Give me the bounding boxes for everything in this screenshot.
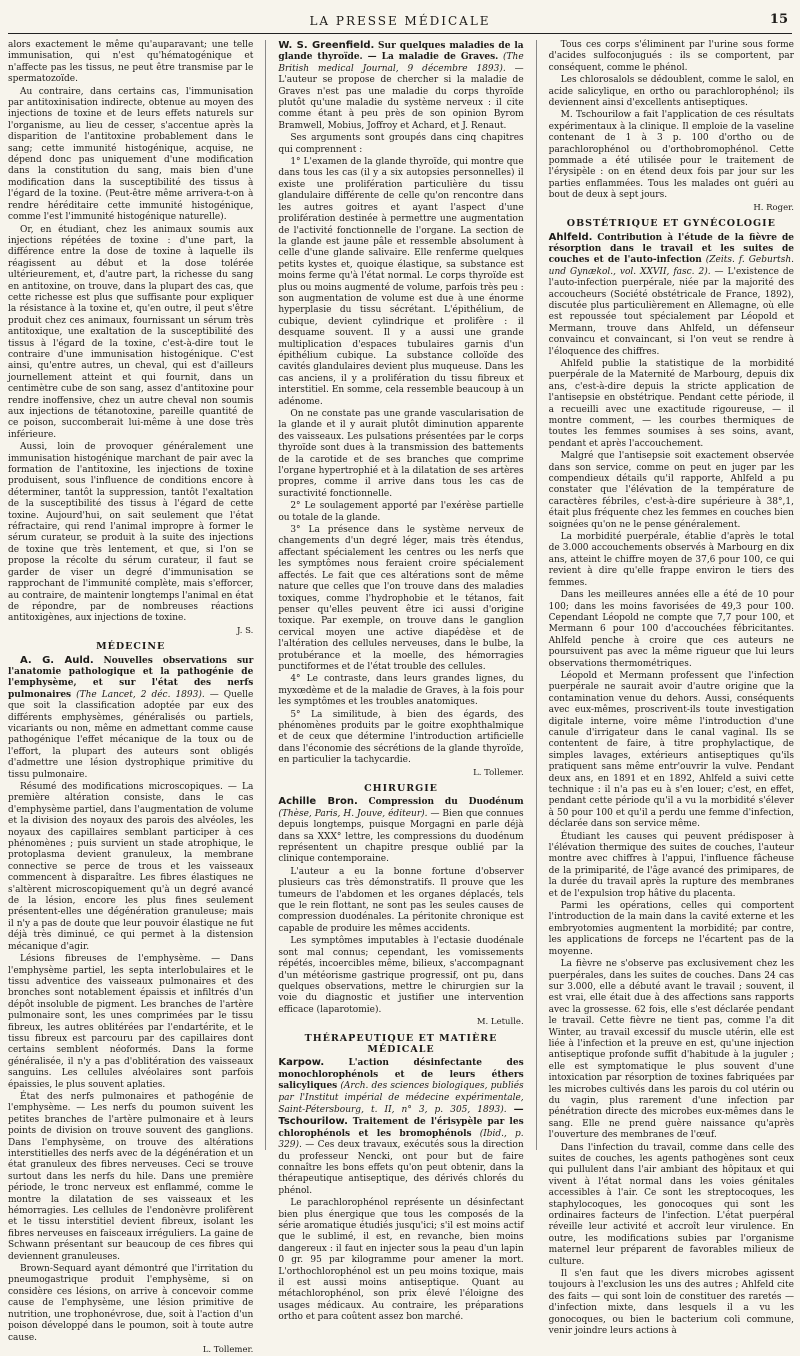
- paragraph: Or, en étudiant, chez les animaux soumis aux injections répétées de toxine : d'une part, la différence entre la dose de toxine à laquelle ils réagissent au début et la dose tolérée ultérieurement, et, d'autre part, la richesse du sang en antitoxine, on trouve, dans la plupart des cas, que cette richesse est plus que suffisante pour expliquer la résistance à la toxine et, qu'en outre, il peut s'être produit chez ces animaux, fournissant un sérum très antitoxique, une exaltation de la susceptibilité des tissus à l'égard de la toxine, c'est-à-dire tout le contraire d'une immunisation histogénique. C'est ainsi, qu'entre autres, un cheval, qui est d'ailleurs journellement atteint et qui fournit, dans un centimètre cube de son sang, assez d'antitoxine pour rendre inoffensive, chez un autre cheval non soumis aux injections de tétanotoxine, pareille quantité de ce poison, succomberait lui-même à une dose très inférieure.: [8, 224, 254, 440]
- paragraph: Tous ces corps s'éliminent par l'urine sous forme d'acides sulfoconjugués : ils se comportent, par conséquent, comme le phénol.: [548, 40, 794, 73]
- article-text: — L'existence de l'auto-infection puerpérale, niée par la majorité des accoucheurs (Société obstétricale de France, 1892), discutée plus particulièrement en Allemagne, où elle est repoussée tout spécialement par Léopold et Mermann, trouve dans Ahlfeld, un défenseur convaincu et convaincant, si l'on veut se rendre à l'éloquence des chiffres.: [548, 266, 794, 357]
- paragraph: Étudiant les causes qui peuvent prédisposer à l'élévation thermique des suites de couches, l'auteur montre avec chiffres à l'appui, l'influence fâcheuse de la primiparité, de l'âge avancé des primipares, de la durée du travail après la rupture des membranes et de l'expulsion trop hâtive du placenta.: [548, 831, 794, 899]
- article: [8, 655, 253, 781]
- paragraph: État des nerfs pulmonaires et pathogénie de l'emphysème. — Les nerfs du poumon suivent les petites branches de l'artère pulmonaire et à leurs points de division on trouve souvent des ganglions. Dans l'emphysème, on trouve des altérations interstitielles des nerfs avec de la dégénération et un état granuleux des fibres nerveuses. Ceci se trouve surtout dans les nerfs du hile. Dans une première période, le tronc nerveux est enflammé, comme le montre la dilatation de ses vaisseaux et les hémorragies. Les cellules de l'endonèvre prolifèrent et le tissu interstitiel devient fibreux, isolant les fibres nerveuses en faisceaux irréguliers. La gaine de Schwann présentant sur beaucoup de ces fibres qui deviennent granuleuses.: [8, 1091, 254, 1262]
- paragraph: Léopold et Mermann professent que l'infection puerpérale ne saurait avoir d'autre origine que la contamination venue du dehors. Aussi, conséquents avec eux-mêmes, proscrivent-ils toute investigation digitale interne, voire même l'introduction d'une canule d'irrigateur dans le canal vaginal. Ils se contentent de faire, à titre prophylactique, de simples lavages, extérieurs antiseptiques qu'ils pratiquent sans même entr'ouvrir la vulve. Pendant deux ans, en 1891 et en 1892, Ahlfeld a suivi cette technique : il n'a pas eu à s'en louer; c'est, en effet, pendant cette période qu'il a vu la morbidité s'élever à 50 pour 100 et qu'il a perdu une femme d'infection, déclarée dans son service même.: [548, 670, 794, 830]
- paragraph: Les symptômes imputables à l'ectasie duodénale sont mal connus; cependant, les vomissements répétés, incoercibles même, bilieux, s'accompagnant d'un météorisme gastrique progressif, ont pu, dans quelques observations, mettre le chirurgien sur la voie du diagnostic et justifier une intervention efficace (laparotomie).: [278, 936, 524, 1015]
- paragraph: On ne constate pas une grande vascularisation de la glande et il y aurait plutôt diminution apparente des vaisseaux. Les pulsations présentées par le corps thyroïde sont dues à la transmission des battements de la carotide et de ses branches que comprime l'organe hypertrophié et à la dilatation de ses artères propres, comme il arrive dans tous les cas de suractivité fonctionnelle.: [278, 409, 524, 499]
- article-title: Sur quelques maladies de la glande thyroïde. — La maladie de Graves.: [278, 41, 524, 63]
- paragraph: 4° Le contraste, dans leurs grandes lignes, du myxœdème et de la maladie de Graves, à la fois pour les symptômes et les troubles anatomiques.: [278, 674, 524, 708]
- signature: H. Roger.: [753, 202, 794, 213]
- paragraph: alors exactement le même qu'auparavant; une telle immunisation, qui n'est qu'hématogénique et n'affecte pas les tissus, ne peut être transmise par le spermatozoïde.: [8, 40, 254, 85]
- article-reference: (The Lancet, 2 déc. 1893).: [76, 689, 205, 700]
- paragraph: Dans l'infection du travail, comme dans celle des suites de couches, les agents pathogènes sont ceux qui pullulent dans l'air ambiant des hôpitaux et qui vivent à l'état normal dans les voies génitales accessibles à l'air. Ce sont les streptocoques, les staphylocoques, les gonocoques qui sont les ordinaires facteurs de l'infection. L'état puerpéral réveille leur activité et accroît leur virulence. En outre, les modifications subies par l'organisme maternel leur préparent de favorables milieux de culture.: [548, 1142, 794, 1267]
- article-reference: (Arch. des sciences biologiques, publiés par l'Institut impérial de médecine expérimentale, Saint-Pétersbourg, t. II, n° 3, p. 305, 1893).: [278, 1081, 524, 1115]
- article-title: Compression du Duodénum: [368, 797, 524, 808]
- article-author: Ahlfeld.: [548, 231, 593, 243]
- paragraph: Lésions fibreuses de l'emphysème. — Dans l'emphysème partiel, les septa interlobulaires et le tissu adventice des vaisseaux pulmonaires et des bronches sont notablement épaissis et infiltrés d'un dépôt insoluble de pigment. Les branches de l'artère pulmonaire sont, les unes comprimées par le tissu fibreux, les autres oblitérées par l'endartérite, et le tissu fibreux est parcouru par des capillaires dont certains semblent néoformés. Dans la forme généralisée, il n'y a pas d'oblitération des vaisseaux sanguins. Les cellules alvéolaires sont parfois épaissies, le plus souvent aplaties.: [8, 954, 254, 1090]
- paragraph: La fièvre ne s'observe pas exclusivement chez les puerpérales, dans les suites de couches. Dans 24 cas sur 3.000, elle a débuté avant le travail ; souvent, il est vrai, elle était due à des affections sans rapports avec la grossesse. 62 fois, elle s'est déclarée pendant le travail. Cette fièvre ne tient pas, comme l'a dit Winter, au travail excessif du muscle utérin, elle est liée à l'infection et la preuve en est, qu'une injection antiseptique profonde suffit d'habitude à la juguler ; elle est symptomatique le plus souvent d'une intoxication par résorption de toxines fabriquées par les microbes cultivés dans les parois du col utérin ou du vagin, plus rarement d'une infection par pénétration directe des microbes eux-mêmes dans le sang. Elle ne prend guère naissance qu'après l'ouverture des membranes de l'œuf.: [548, 959, 794, 1141]
- paragraph: Il s'en faut que les divers microbes agissent toujours à l'exclusion les uns des autres ; Ahlfeld cite des faits — qui sont loin de constituer des raretés — d'infection mixte, dans lesquels il a vu les gonocoques, ou bien le bacterium coli commune, venir joindre leurs actions à: [548, 1269, 794, 1337]
- paragraph: Dans les meilleures années elle a été de 10 pour 100; dans les moins favorisées de 49,3 pour 100. Cependant Léopold ne compte que 7,7 pour 100, et Mermann 6 pour 100 d'accouchées fébricitantes. Ahlfeld penche à croire que ces auteurs ne poursuivent pas avec la même rigueur que lui leurs observations thermométriques.: [548, 590, 794, 669]
- article-author: Karpow.: [278, 1057, 325, 1069]
- column-2: [265, 40, 524, 1323]
- paragraph: 3° La présence dans le système nerveux de changements d'un degré léger, mais très étendus, affectant spécialement les centres ou les nerfs que les symptômes nous feraient croire spécialement affectés. Le fait que ces altérations sont de même nature que celles que l'on trouve dans des maladies toxiques, comme l'hydrophobie et le tétanos, fait penser qu'elles peuvent être ici aussi d'origine toxique. Par exemple, on trouve dans le ganglion cervical moyen une active diapédèse et de l'altération des cellules nerveuses, dans le bulbe, la protubérance et la moelle, des hémorragies punctiformes et de l'état trouble des cellules.: [278, 525, 524, 672]
- article-title: L'action désinfectante des monochlorophénols et de leurs éthers salicyliques: [278, 1058, 524, 1092]
- section-heading: CHIRURGIE: [364, 783, 438, 794]
- running-title: LA PRESSE MÉDICALE: [309, 14, 491, 28]
- paragraph: Brown-Sequard ayant démontré que l'irritation du pneumogastrique produit l'emphysème, si on considère ces lésions, on arrive à concevoir comme cause de l'emphysème, une lésion primitive de nutrition, une trophonévrose, due, soit à l'action d'un poison développé dans le poumon, soit à toute autre cause.: [8, 1264, 254, 1343]
- paragraph: Les chlorosalols se dédoublent, comme le salol, en acide salicylique, en ortho ou parachlorophénol; ils deviennent ainsi d'excellents antiseptiques.: [548, 75, 794, 109]
- article-reference: (The British medical Journal, 9 décembre 1893).: [278, 52, 524, 74]
- article-title: Traitement de l'érisypèle par les chlorophénols et les bromophénols: [278, 1117, 524, 1139]
- page-number: 15: [769, 12, 788, 27]
- paragraph: Résumé des modifications microscopiques. — La première altération consiste, dans le cas d'emphysème partiel, dans l'augmentation de volume et la division des noyaux des parois des alvéoles, les noyaux des capillaires semblant participer à ces phénomènes ; puis survient un stade atrophique, le protoplasma devient granuleux, la membrane connective se perce de trous et les vaisseaux commencent à disparaître. Les fibres élastiques ne s'altèrent microscopiquement qu'à un degré avancé de la lésion, encore les plus fines seulement présentent-elles une dégénération granuleuse; mais il n'y a pas de doute que leur pouvoir élastique ne fut déjà très diminué, ce qui permet à la distension mécanique d'agir.: [8, 782, 254, 952]
- article-reference: (Ibid., p. 329).: [278, 1128, 524, 1151]
- article-author: — Tschourilow.: [278, 1103, 524, 1128]
- article-author: A. G. Auld.: [20, 654, 94, 666]
- paragraph: Aussi, loin de provoquer généralement une immunisation histogénique marchant de pair avec la formation de l'antitoxine, les injections de toxine produisent, sous l'influence de conditions encore à déterminer, tantôt la suppression, tantôt l'exaltation de la susceptibilité des tissus à l'égard de cette toxine. Aujourd'hui, on sait seulement que l'état réfractaire, qui rend l'animal impropre à former le sérum curateur, se produit à la suite des injections de toxine que très lentement, et que, si l'on se propose la récolte du sérum curateur, il faut se garder de viser un degré d'immunisation se rapprochant de l'immunité complète, mais s'efforcer, au contraire, de maintenir longtemps l'animal en état de répondre, par de nombreuses réactions antitoxigènes, aux injections de toxine.: [8, 442, 254, 624]
- article-reference: (Thèse, Paris, H. Jouve, éditeur).: [278, 808, 428, 819]
- paragraph: Le parachlorophénol représente un désinfectant bien plus énergique que tous les composés de la série aromatique étudiés jusqu'ici; s'il est moins actif que le sublimé, il est, en revanche, bien moins dangereux : il faut en injecter sous la peau d'un lapin 0 gr. 95 par kilogramme pour amener la mort. L'orthochlorophénol est un peu moins toxique, mais il est aussi moins antiseptique. Quant au métachlorophénol, son prix élevé l'éloigne des usages médicaux. Au contraire, les préparations ortho et para coûtent assez bon marché.: [278, 1198, 524, 1323]
- section-heading: THÉRAPEUTIQUE ET MATIÈRE MÉDICALE: [304, 1032, 498, 1055]
- paragraph: Malgré que l'antisepsie soit exactement observée dans son service, comme on peut en juger par les compendieux détails qu'il rapporte, Ahlfeld a pu constater que l'élévation de la température de caractères fébriles, c'est-à-dire supérieure à 38°,1, était plus fréquente chez les femmes en couches bien soignées qu'on ne le pense généralement.: [548, 451, 794, 530]
- paragraph: Parmi les opérations, celles qui comportent l'introduction de la main dans la cavité externe et les embryotomies augmentent la morbidité; par contre, les applications de forceps ne l'écartent pas de la moyenne.: [548, 901, 794, 957]
- page-header: [8, 8, 792, 34]
- article-title: Nouvelles observations sur l'anatomie pathologique et la pathogénie de l'emphysème, et sur l'état des nerfs pulmonaires: [8, 655, 254, 700]
- paragraph: 2° Le soulagement apporté par l'exérèse partielle ou totale de la glande.: [278, 501, 524, 523]
- article-reference: (Zeits. f. Geburtsh. und Gynækol., vol. XXVII, fasc. 2).: [548, 255, 794, 277]
- signature: L. Tollemer.: [473, 767, 524, 778]
- paragraph: Au contraire, dans certains cas, l'immunisation par antitoxinisation indirecte, obtenue au moyen des injections de toxine et de leurs effets naturels sur l'organisme, au lieu de cesser, s'accentue après la disparition de l'antitoxine probablement dans le sang; cette immunité histogénique, acquise, ne dépend donc pas uniquement d'une modification dans la constitution du sang, mais bien d'une modification dans la susceptibilité des tissus à l'égard de la toxine. (Peut-être même arrivera-t-on à rendre héréditaire cette immunité histogénique, comme l'est l'immunité histogénique naturelle).: [8, 86, 254, 223]
- signature: M. Letulle.: [476, 1017, 524, 1028]
- column-3: [536, 40, 794, 1337]
- article: [278, 40, 523, 132]
- section-heading: MÉDECINE: [96, 641, 166, 653]
- article-text: — Quelle que soit la classification adoptée par eux des différents emphysèmes, généralisés ou partiels, vicariants ou non, même en admettant comme cause pathogénique l'effet mécanique de la toux ou de l'effort, la plupart des auteurs sont obligés d'admettre une lésion dystrophique primitive du tissu pulmonaire.: [8, 689, 254, 780]
- article-author: W. S. Greenfield.: [278, 40, 375, 51]
- article: [278, 796, 523, 865]
- article: [549, 232, 794, 358]
- paragraph: Ahlfeld publie la statistique de la morbidité puerpérale de la Maternité de Marbourg, depuis dix ans, c'est-à-dire depuis la stricte application de l'antisepsie en obstétrique. Pendant cette période, il a recueilli avec une exactitude rigoureuse, — il montre comment, — les courbes thermiques de toutes les femmes soumises à ses soins, avant, pendant et après l'accouchement.: [548, 358, 794, 449]
- text-columns: [8, 40, 794, 1355]
- paragraph: La morbidité puerpérale, établie d'après le total de 3.000 accouchements observés à Marbourg en dix ans, atteint le chiffre moyen de 37,6 pour 100, ce qui revient à dire qu'elle frappe environ le tiers des femmes.: [548, 532, 794, 588]
- paragraph: M. Tschourilow a fait l'application de ces résultats expérimentaux à la clinique. Il emploie de la vaseline contenant de 1 à 3 p. 100 d'ortho ou de parachlorophénol ou d'orthobromophénol. Cette pommade a été utilisée pour le traitement de l'érysipèle : on en étend deux fois par jour sur les parties enflammées. Tous les malades ont guéri au bout de deux à sept jours.: [548, 110, 794, 201]
- column-1: [8, 40, 254, 1355]
- signature: L. Tollemer.: [202, 1344, 254, 1355]
- article: [278, 1057, 523, 1197]
- signature: J. S.: [236, 625, 254, 636]
- paragraph: 5° La similitude, à bien des égards, des phénomènes produits par le goitre exophthalmique et de ceux que détermine l'introduction artificielle dans l'économie des sécrétions de la glande thyroïde, en particulier la tachycardie.: [278, 709, 524, 766]
- section-heading: OBSTÉTRIQUE ET GYNÉCOLOGIE: [566, 218, 776, 230]
- paragraph: L'auteur a eu la bonne fortune d'observer plusieurs cas très démonstratifs. Il prouve que les tumeurs de l'abdomen et les organes déplacés, tels que le rein flottant, ne sont pas les seules causes de compression duodénales. La péritonite chronique est capable de produire les mêmes accidents.: [278, 866, 524, 934]
- article-author: Achille Bron.: [278, 796, 358, 808]
- paragraph: 1° L'examen de la glande thyroïde, qui montre que dans tous les cas (il y a six autopsies personnelles) il existe une prolifération particulière du tissu glandulaire différente de celle qu'on rencontre dans les autres goitres et ayant l'aspect d'une prolifération destinée à permettre une augmentation de l'activité fonctionnelle de l'organe. La section de la glande est jaune pâle et ressemble absolument à celle d'une glande salivaire. Elle renferme quelques petits kystes et, quoique élastique, sa substance est moins ferme qu'à l'état normal. Le corps thyroïde est plus ou moins augmenté de volume, parfois très peu : son augmentation de volume est due à une énorme hyperplasie du tissu sécrétant. L'épithélium, de cubique, devient cylindrique et prolifère : il desquame souvent. Il y a aussi une grande multiplication d'espaces tubulaires garnis d'un épithélium cubique. La substance colloïde des cavités glandulaires devient plus muqueuse. Dans les cas anciens, il y a prolifération du tissu fibreux et interstitiel. En somme, cela ressemble beaucoup à un adénome.: [278, 157, 524, 407]
- paragraph: Ses arguments sont groupés dans cinq chapitres qui comprennent :: [278, 133, 524, 155]
- article-title: Contribution à l'étude de la fièvre de résorption dans le travail et les suites de couches et de l'auto-infection: [548, 232, 794, 266]
- article-text: — Ces deux travaux, exécutés sous la direction du professeur Nencki, ont pour but de faire connaître les bons effets qu'on peut obtenir, dans la thérapeutique antiseptique, des dérivés chlorés du phénol.: [278, 1140, 524, 1196]
- article-text: — L'auteur se propose de chercher si la maladie de Graves n'est pas une maladie du corps thyroïde plutôt qu'une maladie du système nerveux : il cite comme étant à peu près de son opinion Byrom Bramwell, Mobius, Joffroy et Achard, et J. Renaut.: [278, 63, 524, 131]
- article-text: — Bien que connues depuis longtemps, puisque Morgagni en parle déjà dans sa XXX° lettre, les compressions du duodénum représentent un chapitre presque oublié par la clinique contemporaine.: [278, 808, 524, 865]
